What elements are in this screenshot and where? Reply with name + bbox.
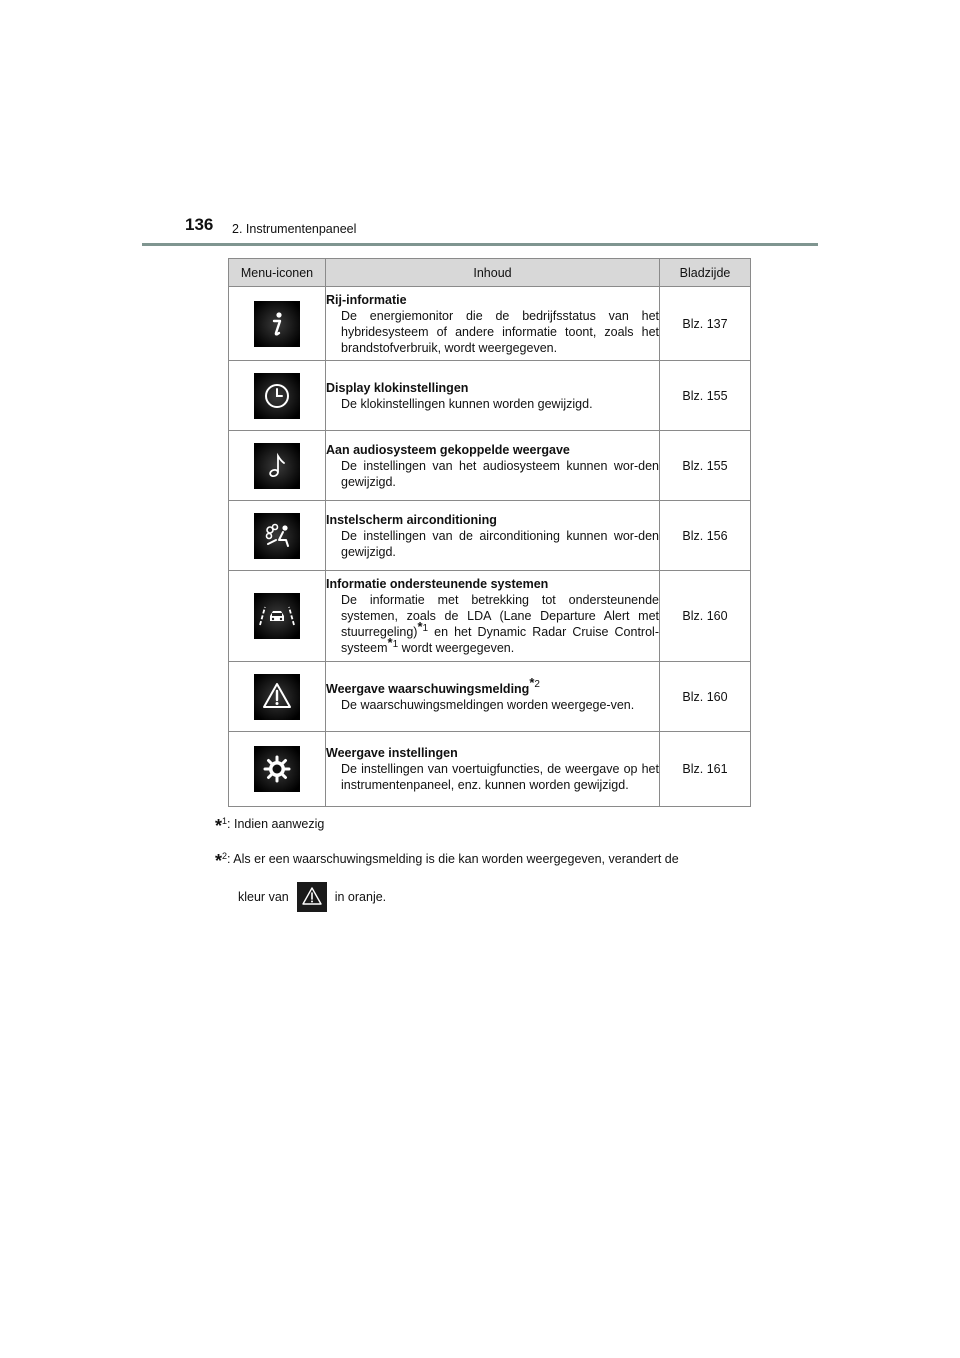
table-row [229,732,751,807]
column-header-content: Inhoud [326,259,660,287]
clock-icon [254,373,300,419]
table-header-row [229,259,751,287]
page-reference: Blz. 161 [660,732,751,807]
air-conditioning-icon [254,513,300,559]
item-title: Display klokinstellingen [326,380,469,395]
footnotes [215,812,745,912]
column-header-page: Bladzijde [660,259,751,287]
item-title: Aan audiosysteem gekoppelde weergave [326,442,570,457]
item-description: De instellingen van de airconditioning kunnen wor-den gewijzigd. [341,528,659,559]
page-number: 136 [185,215,214,234]
item-title: Informatie ondersteunende systemen [326,577,549,591]
info-icon [254,301,300,347]
item-description: De klokinstellingen kunnen worden gewijzigd. [341,396,593,411]
item-description: De instellingen van het audiosysteem kunnen wor-den gewijzigd. [341,458,659,489]
column-header-menu-icons: Menu-iconen [229,259,326,287]
item-title: Instelscherm airconditioning [326,512,497,527]
table-row [229,571,751,662]
page-reference: Blz. 156 [660,501,751,571]
header-rule [142,243,818,246]
footnote-2: *$^2$: Als er een waarschuwingsmelding is die kan worden weergegeven, verandert de [215,851,679,871]
table-row [229,662,751,732]
footnote-mark: *1 [387,634,399,650]
item-title: Weergave waarschuwingsmelding$^{*2}$ [326,675,540,696]
menu-icons-table [228,258,751,807]
page-reference: Blz. 137 [660,287,751,361]
item-description: De energiemonitor die de bedrijfsstatus van het hybridesysteem of andere informatie toont, zoals het brandstofverbruik, wordt weergegeven. [341,308,659,355]
table-row [229,501,751,571]
gear-icon [254,746,300,792]
footnote-mark: *1 [417,618,429,634]
table-row [229,431,751,501]
item-description: De instellingen van voertuigfuncties, de weergave op het instrumentenpaneel, enz. kunnen worden gewijzigd. [341,762,659,792]
footnote-2-continuation: kleur van in oranje. [215,882,745,912]
page-reference: Blz. 155 [660,361,751,431]
music-note-icon [254,443,300,489]
footnote-mark: *2 [529,675,540,691]
section-title: 2. Instrumentenpaneel [232,222,357,236]
footnote-1: *$^1$: Indien aanwezig [215,816,325,836]
page-reference: Blz. 160 [660,571,751,662]
item-description: De informatie met betrekking tot ondersteunende systemen, zoals de LDA (Lane Departure Alert met stuurregeling)$^{*1}$ en het Dynamic Radar Cruise Control-systeem$^{*1}$ wordt weergegeven. [341,593,659,655]
page-reference: Blz. 155 [660,431,751,501]
item-description: De waarschuwingsmeldingen worden weergege-ven. [341,697,635,712]
warning-triangle-icon [297,882,327,912]
page-reference: Blz. 160 [660,662,751,732]
warning-triangle-icon [254,674,300,720]
item-title: Rij-informatie [326,292,407,307]
driving-support-icon [254,593,300,639]
table-row [229,361,751,431]
item-title: Weergave instellingen [326,746,458,760]
table-row [229,287,751,361]
